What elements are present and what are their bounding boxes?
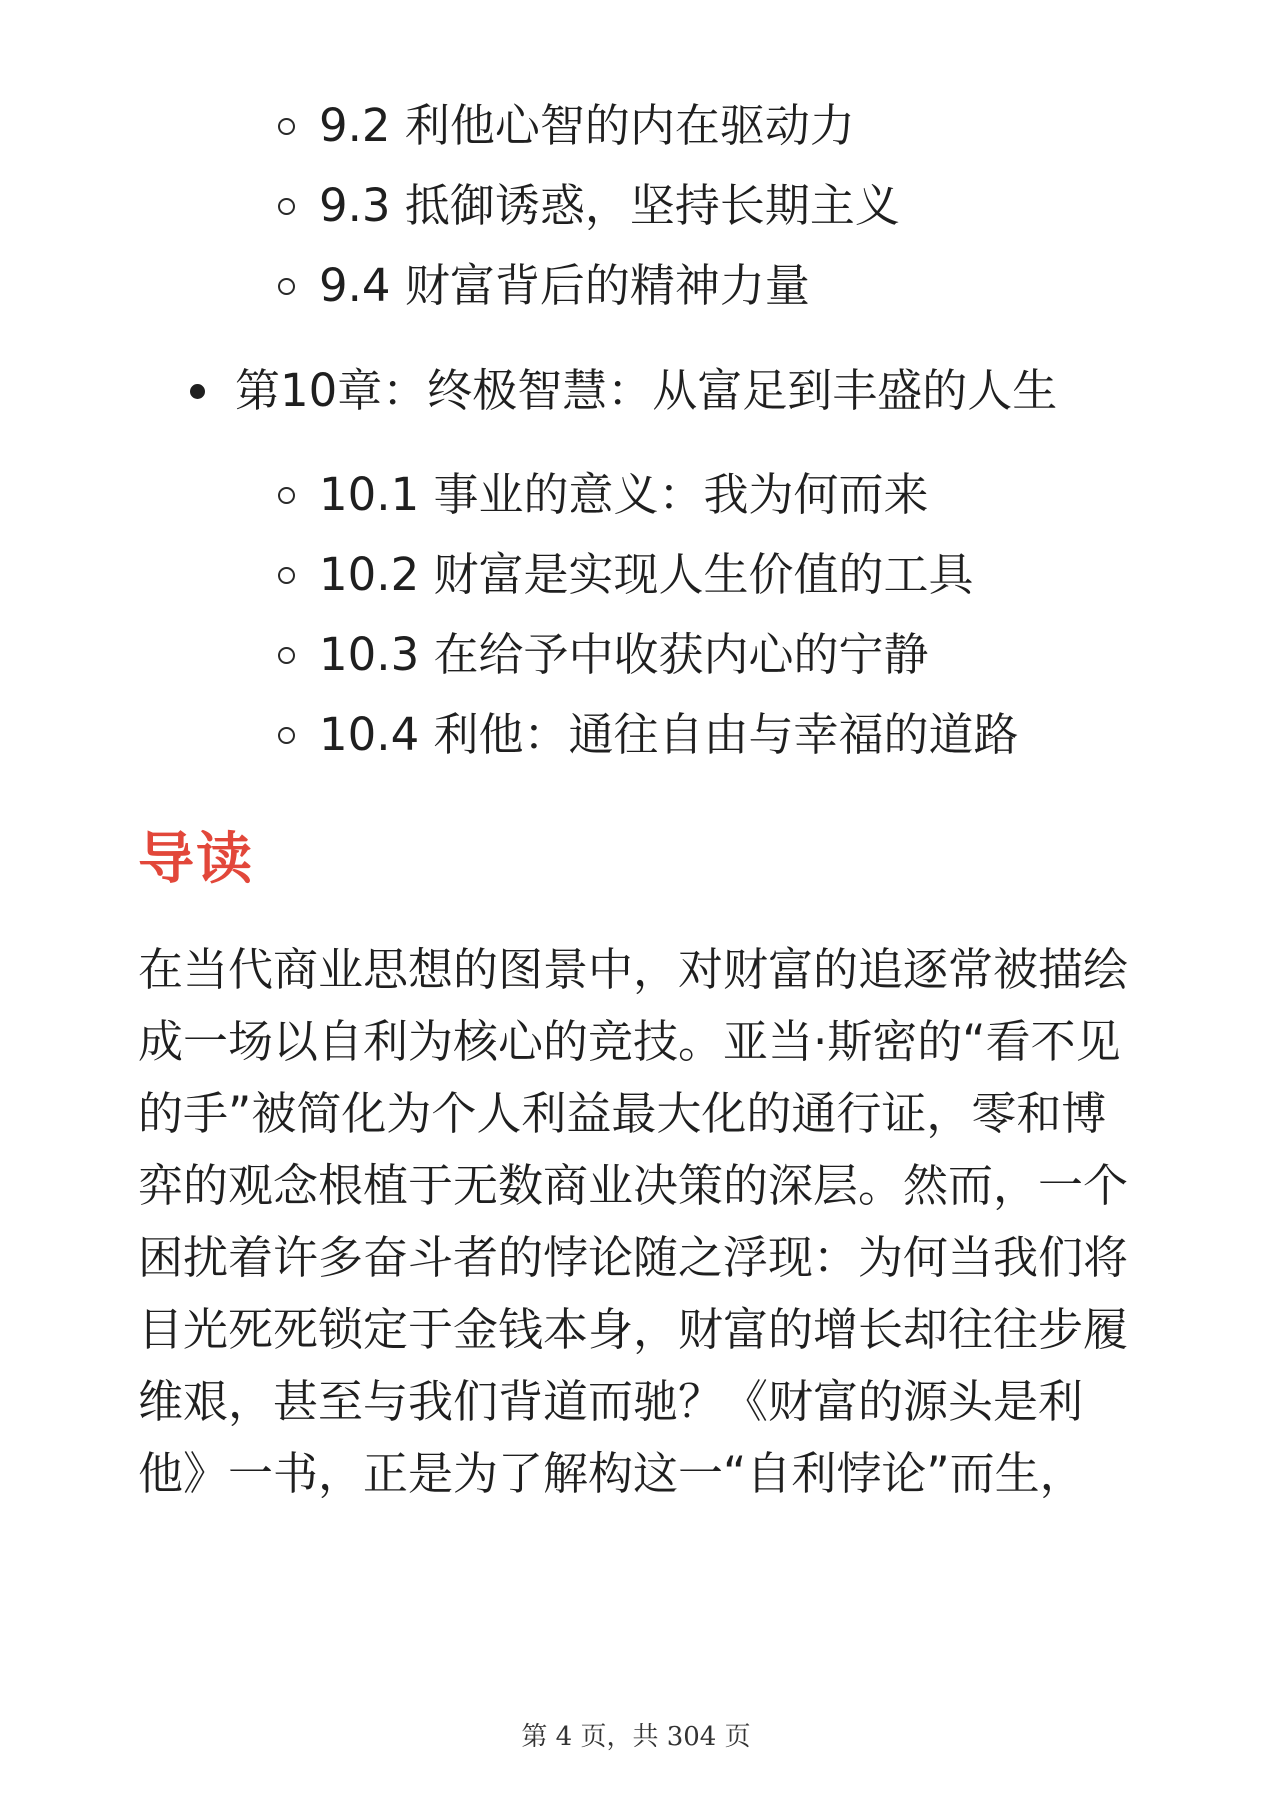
hollow-bullet-icon — [278, 487, 295, 504]
solid-bullet-icon — [190, 384, 205, 399]
toc-item-9-2[interactable] — [278, 86, 855, 166]
section-heading: 导读 — [138, 827, 254, 892]
toc-item-10-4[interactable] — [278, 695, 1019, 775]
toc-item-label: 9.4 财富背后的精神力量 — [319, 259, 810, 312]
intro-paragraph: 在当代商业思想的图景中，对财富的追逐常被描绘成一场以自利为核心的竞技。亚当·斯密的“看不见的手”被简化为个人利益最大化的通行证，零和博弈的观念根植于无数商业决策的深层。然而，一个困扰着许多奋斗者的悖论随之浮现：为何当我们将目光死死锁定于金钱本身，财富的增长却往往步履维艰，甚至与我们背道而驰？《财富的源头是利他》一书，正是为了解构这一“自利悖论”而生， — [138, 943, 1129, 1500]
hollow-bullet-icon — [278, 118, 295, 135]
toc-item-10-3[interactable] — [278, 615, 929, 695]
toc-item-9-3[interactable] — [278, 166, 900, 246]
toc-item-label: 9.2 利他心智的内在驱动力 — [319, 99, 855, 152]
toc-item-label: 10.4 利他：通往自由与幸福的道路 — [319, 708, 1019, 761]
hollow-bullet-icon — [278, 567, 295, 584]
toc-item-label: 10.3 在给予中收获内心的宁静 — [319, 628, 929, 681]
hollow-bullet-icon — [278, 278, 295, 295]
hollow-bullet-icon — [278, 647, 295, 664]
toc-item-10-1[interactable] — [278, 455, 929, 535]
toc-item-10-2[interactable] — [278, 535, 974, 615]
page-number-footer: 第 4 页，共 304 页 — [521, 1722, 751, 1752]
toc-chapter-10[interactable] — [190, 351, 1057, 431]
hollow-bullet-icon — [278, 727, 295, 744]
toc-chapter-label: 第10章：终极智慧：从富足到丰盛的人生 — [235, 364, 1058, 417]
toc-item-label: 10.1 事业的意义：我为何而来 — [319, 468, 929, 521]
hollow-bullet-icon — [278, 198, 295, 215]
toc-item-label: 9.3 抵御诱惑，坚持长期主义 — [319, 179, 900, 232]
toc-item-label: 10.2 财富是实现人生价值的工具 — [319, 548, 974, 601]
toc-item-9-4[interactable] — [278, 246, 810, 326]
